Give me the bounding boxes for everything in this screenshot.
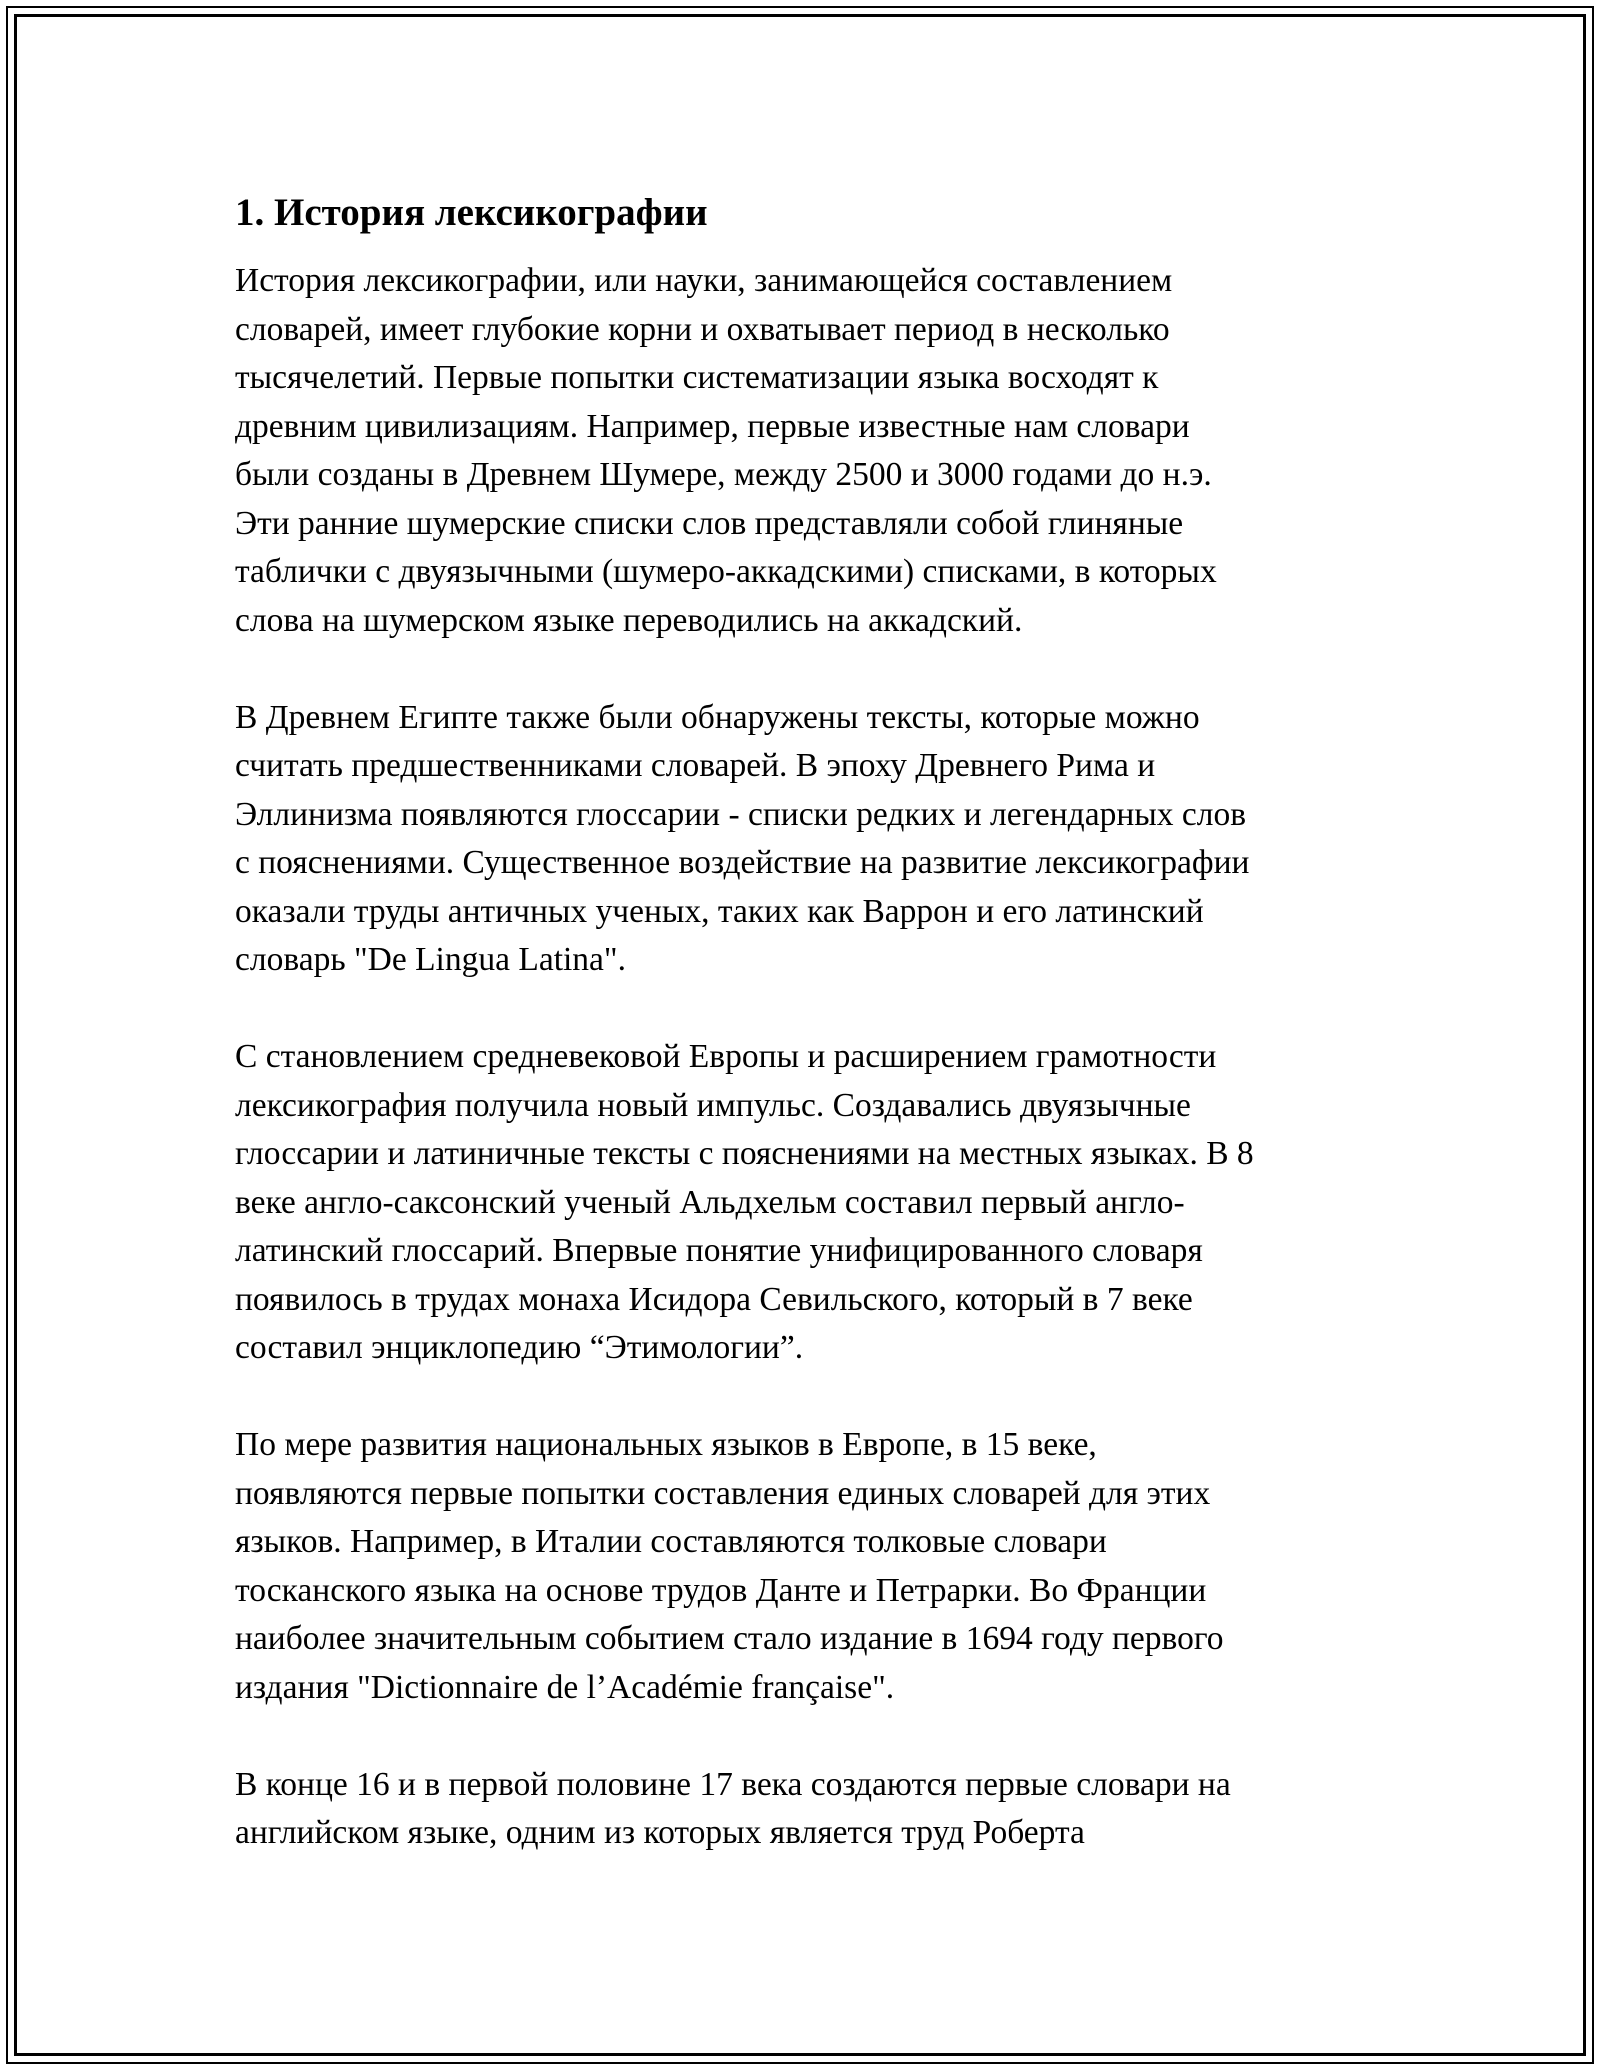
paragraph-medieval-europe: С становлением средневековой Европы и расширением грамотности лексикография получила новый импульс. Создавались двуязычные глоссарии и латиничные тексты с пояснениями на местных языках. В 8 веке англо-саксонский ученый Альдхельм составил первый англо- латинский глоссарий. Впервые понятие унифицированного словаря появилось в трудах монаха Исидора Севильского, который в 7 веке составил энциклопедию “Этимологии”. [235,1038,1254,1366]
paragraph-english-dictionaries: В конце 16 и в первой половине 17 века создаются первые словари на английском языке, одним из которых является труд Роберта [235,1765,1231,1851]
paragraph-national-languages: По мере развития национальных языков в Европе, в 15 веке, появляются первые попытки составления единых словарей для этих языков. Например, в Италии составляются толковые словари тосканского языка на основе трудов Данте и Петрарки. Во Франции наиболее значительным событием стало издание в 1694 году первого издания "Dictionnaire de l’Académie française". [235,1426,1224,1706]
paragraph-egypt-rome: В Древнем Египте также были обнаружены тексты, которые можно считать предшественниками словарей. В эпоху Древнего Рима и Эллинизма появляются глоссарии - списки редких и легендарных слов с пояснениями. Существенное воздействие на развитие лексикографии оказали труды античных ученых, таких как Варрон и его латинский словарь "De Lingua Latina". [235,698,1250,978]
section-heading: 1. История лексикографии [235,191,708,234]
paragraph-sumer: История лексикографии, или науки, занимающейся составлением словарей, имеет глубокие корни и охватывает период в несколько тысячелетий. Первые попытки систематизации языка восходят к древним цивилизациям. Например, первые известные нам словари были созданы в Древнем Шумере, между 2500 и 3000 годами до н.э. Эти ранние шумерские списки слов представляли собой глиняные таблички с двуязычными (шумеро-аккадскими) списками, в которых слова на шумерском языке переводились на аккадский. [235,262,1217,639]
document-body [235,185,1375,1906]
